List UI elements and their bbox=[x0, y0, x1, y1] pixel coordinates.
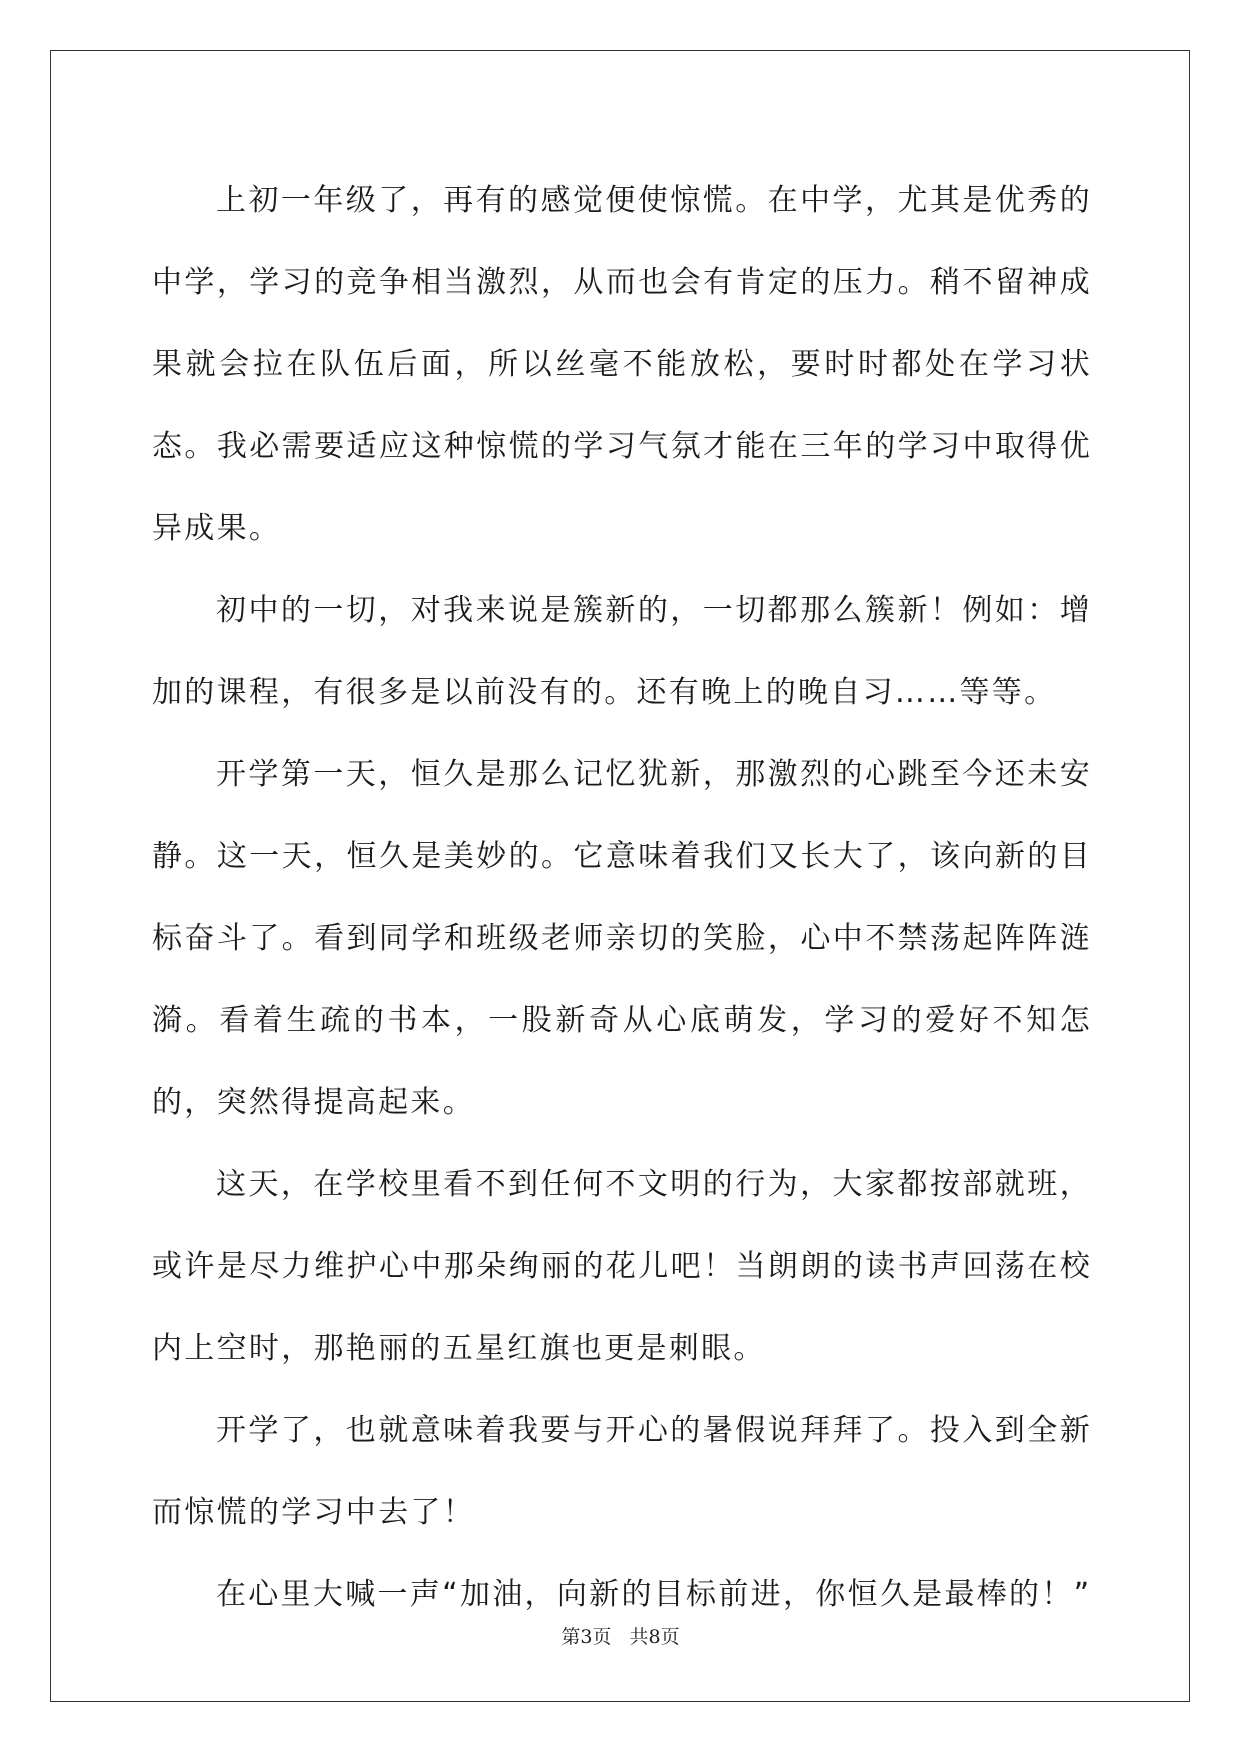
paragraph: 初中的一切，对我来说是簇新的，一切都那么簇新！例如：增加的课程，有很多是以前没有的。还有晚上的晚自习……等等。 bbox=[152, 593, 1092, 710]
paragraph: 开学第一天，恒久是那么记忆犹新，那激烈的心跳至今还未安静。这一天，恒久是美妙的。它意味着我们又长大了，该向新的目标奋斗了。看到同学和班级老师亲切的笑脸，心中不禁荡起阵阵涟漪。看着生疏的书本，一股新奇从心底萌发，学习的爱好不知怎的，突然得提高起来。 bbox=[152, 757, 1092, 1120]
paragraph: 开学了，也就意味着我要与开心的暑假说拜拜了。投入到全新而惊慌的学习中去了！ bbox=[152, 1413, 1092, 1530]
page-total: 共8页 bbox=[629, 1626, 680, 1648]
paragraph: 这天，在学校里看不到任何不文明的行为，大家都按部就班，或许是尽力维护心中那朵绚丽的花儿吧！当朗朗的读书声回荡在校内上空时，那艳丽的五星红旗也更是刺眼。 bbox=[152, 1167, 1092, 1366]
page-number: 第3页 bbox=[561, 1626, 612, 1648]
document-body bbox=[152, 160, 1092, 1636]
paragraph: 在心里大喊一声“加油，向新的目标前进，你恒久是最棒的！” bbox=[216, 1577, 1092, 1612]
paragraph: 上初一年级了，再有的感觉便使惊慌。在中学，尤其是优秀的中学，学习的竞争相当激烈，从而也会有肯定的压力。稍不留神成果就会拉在队伍后面，所以丝毫不能放松，要时时都处在学习状态。我必需要适应这种惊慌的学习气氛才能在三年的学习中取得优异成果。 bbox=[152, 183, 1092, 546]
page-footer bbox=[0, 1622, 1241, 1649]
